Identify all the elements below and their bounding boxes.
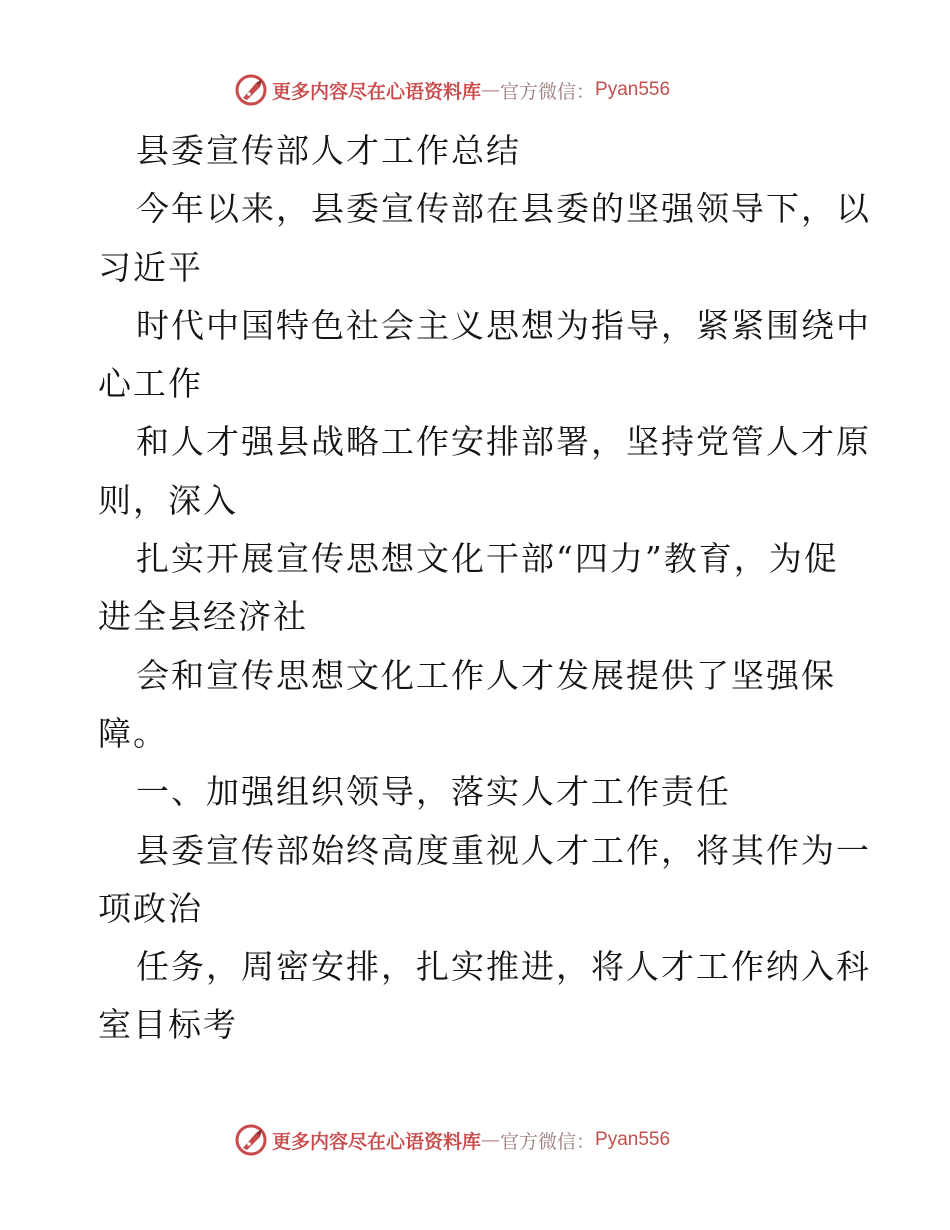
- watermark-site-text: 更多内容尽在心语资料库: [272, 1130, 482, 1153]
- watermark-site-text: 更多内容尽在心语资料库: [272, 80, 482, 103]
- watermark-separator: —: [481, 79, 501, 101]
- document-line: 县委宣传部始终高度重视人才工作，将其作为一: [136, 830, 871, 870]
- watermark-label: 官方微信：: [500, 1130, 596, 1153]
- document-line: 任务，周密安排，扎实推进，将人才工作纳入科: [136, 947, 871, 987]
- watermark-account: Pyan556: [595, 79, 671, 100]
- document-line: 障。: [98, 713, 168, 753]
- document-line: 习近平: [98, 247, 203, 287]
- pen-nib-logo-icon: [234, 73, 268, 107]
- pen-nib-logo-icon: [234, 1123, 268, 1157]
- header-watermark: [234, 72, 670, 108]
- document-line: 今年以来，县委宣传部在县委的坚强领导下，以: [136, 189, 871, 229]
- watermark-label: 官方微信：: [500, 80, 596, 103]
- document-line: 室目标考: [98, 1005, 238, 1045]
- document-line: 会和宣传思想文化工作人才发展提供了坚强保: [136, 655, 836, 695]
- document-line: 心工作: [98, 364, 203, 404]
- document-line: 和人才强县战略工作安排部署，坚持党管人才原: [136, 422, 871, 462]
- document-body: [98, 122, 871, 1055]
- footer-watermark: [234, 1122, 670, 1158]
- document-line: 则，深入: [98, 480, 238, 520]
- document-line: 时代中国特色社会主义思想为指导，紧紧围绕中: [136, 305, 871, 345]
- document-line: 县委宣传部人才工作总结: [136, 131, 521, 170]
- watermark-account: Pyan556: [595, 1129, 671, 1150]
- document-line: 一、加强组织领导，落实人才工作责任: [136, 772, 731, 812]
- document-line: 进全县经济社: [98, 597, 308, 637]
- watermark-separator: —: [481, 1129, 501, 1151]
- document-line: 项政治: [98, 888, 203, 928]
- document-line: 扎实开展宣传思想文化干部“四力”教育，为促: [136, 539, 839, 579]
